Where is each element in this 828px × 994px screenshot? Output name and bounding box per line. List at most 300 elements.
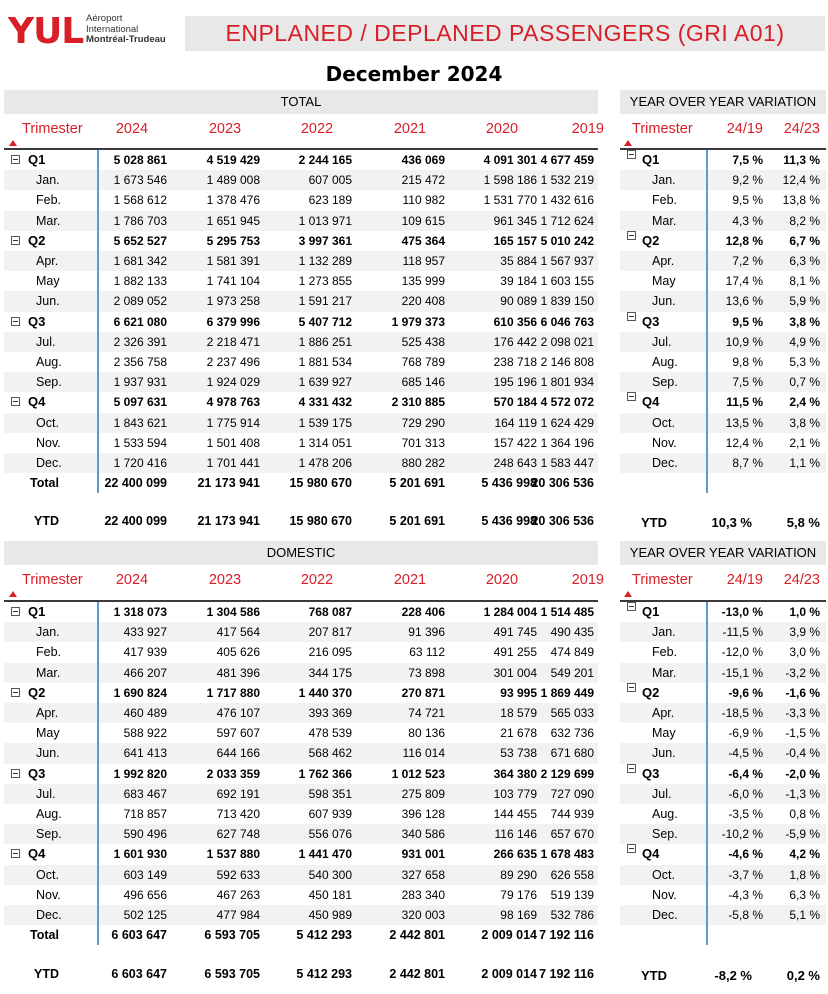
row-label: Q2	[642, 684, 660, 700]
column-divider	[706, 602, 708, 945]
col-header-year[interactable]: 2024	[115, 572, 149, 588]
cell-value: 1 639 927	[298, 375, 352, 390]
table-row	[4, 332, 598, 352]
cell-value: 502 125	[123, 908, 167, 922]
cell-value: 1 741 104	[206, 274, 260, 289]
cell-value: 110 982	[402, 193, 445, 208]
yoy-value: 6,7 %	[789, 233, 820, 248]
cell-value: 266 635	[493, 847, 537, 862]
collapse-icon[interactable]	[627, 602, 636, 611]
cell-value: 603 149	[123, 867, 167, 882]
cell-value: 2 244 165	[298, 153, 352, 167]
sort-indicator-icon	[624, 591, 632, 597]
yoy-value: 6,3 %	[789, 887, 820, 902]
yoy-col-header[interactable]: 24/19	[726, 121, 763, 137]
cell-value: 1 591 217	[298, 294, 352, 309]
cell-value: 768 789	[401, 355, 445, 369]
total-value: 5 412 293	[296, 928, 352, 943]
quarter-row	[4, 312, 598, 332]
yoy-value: 8,7 %	[732, 456, 763, 470]
yoy-col-header[interactable]: 24/23	[783, 121, 820, 137]
cell-value: 1 979 373	[391, 314, 445, 329]
cell-value: 5 028 861	[113, 153, 167, 167]
total-value: 20 306 536	[531, 476, 594, 491]
logo-subtitle	[86, 14, 166, 46]
row-label: May	[36, 726, 60, 741]
yoy-value: -3,2 %	[785, 665, 820, 680]
report-title: ENPLANED / DEPLANED PASSENGERS (GRI A01)	[225, 20, 785, 46]
yoy-value: -6,4 %	[728, 766, 763, 781]
yoy-value: -15,1 %	[721, 665, 763, 680]
collapse-icon[interactable]	[11, 317, 20, 326]
cell-value: 135 999	[401, 274, 445, 289]
cell-value: 1 568 612	[113, 193, 167, 208]
row-label: Jun.	[652, 294, 676, 309]
yoy-value: 2,4 %	[789, 395, 820, 410]
cell-value: 91 396	[408, 625, 445, 640]
yoy-value: 12,8 %	[725, 233, 763, 248]
row-label: Jun.	[652, 746, 676, 761]
logo-line-3: Montréal-Trudeau	[86, 34, 166, 45]
table-row	[4, 453, 598, 473]
cell-value: 1 673 546	[113, 173, 167, 188]
cell-value: 2 310 885	[391, 395, 445, 410]
cell-value: 549 201	[550, 665, 594, 680]
cell-value: 718 857	[123, 807, 167, 821]
cell-value: 417 564	[216, 625, 260, 640]
cell-value: 1 440 370	[298, 685, 352, 700]
yoy-value: -6,0 %	[728, 786, 763, 801]
table-row	[4, 352, 598, 372]
ytd-label: YTD	[34, 514, 59, 528]
cell-value: 1 882 133	[113, 274, 167, 289]
col-header-year[interactable]: 2020	[485, 121, 519, 137]
cell-value: 73 898	[408, 665, 445, 680]
collapse-icon[interactable]	[627, 392, 636, 401]
cell-value: 1 273 855	[298, 274, 352, 289]
cell-value: 5 652 527	[113, 233, 167, 248]
collapse-icon[interactable]	[11, 155, 20, 164]
yoy-value: 5,9 %	[789, 294, 820, 309]
row-label: May	[652, 274, 676, 289]
collapse-icon[interactable]	[627, 683, 636, 692]
yoy-value: 9,2 %	[732, 173, 763, 188]
cell-value: 1 886 251	[298, 334, 352, 349]
col-header-year[interactable]: 2022	[300, 572, 334, 588]
cell-value: 671 680	[550, 746, 594, 761]
ytd-yoy-row	[620, 515, 826, 533]
row-label: Q4	[642, 394, 660, 410]
cell-value: 623 189	[308, 193, 352, 208]
cell-value: 607 005	[308, 173, 352, 188]
collapse-icon[interactable]	[11, 607, 20, 616]
cell-value: 607 939	[308, 807, 352, 821]
cell-value: 4 677 459	[540, 153, 594, 167]
yoy-value: 3,0 %	[789, 645, 820, 660]
cell-value: 144 455	[493, 807, 537, 821]
yoy-quarter-row	[620, 683, 826, 703]
ytd-value: 21 173 941	[197, 514, 260, 528]
cell-value: 4 519 429	[206, 153, 260, 167]
yoy-value: 13,6 %	[725, 294, 763, 309]
yoy-col-header[interactable]: 24/23	[783, 572, 820, 588]
collapse-icon[interactable]	[11, 769, 20, 778]
cell-value: 1 314 051	[298, 435, 352, 450]
ytd-yoy-value: 0,2 %	[786, 968, 820, 983]
ytd-value: 5 412 293	[296, 967, 352, 981]
cell-value: 320 003	[401, 908, 445, 922]
row-label: Dec.	[36, 908, 62, 922]
row-label: Oct.	[36, 415, 59, 430]
cell-value: 1 651 945	[206, 213, 260, 228]
row-label: Q4	[28, 394, 46, 410]
yoy-value: 1,8 %	[789, 867, 820, 882]
cell-value: 491 745	[493, 625, 537, 640]
total-value: 6 593 705	[204, 928, 260, 943]
cell-value: 1 762 366	[298, 766, 352, 781]
cell-value: 1 531 770	[483, 193, 537, 208]
row-label: Apr.	[652, 254, 675, 268]
row-label: Jul.	[652, 334, 672, 349]
cell-value: 1 567 937	[540, 254, 594, 268]
cell-value: 2 098 021	[540, 334, 594, 349]
yoy-row	[620, 352, 826, 372]
cell-value: 496 656	[123, 887, 167, 902]
table-row	[4, 622, 598, 642]
cell-value: 701 313	[401, 435, 445, 450]
cell-value: 1 378 476	[206, 193, 260, 208]
yoy-value: -4,3 %	[728, 887, 763, 902]
quarter-row	[4, 764, 598, 784]
row-label: Aug.	[36, 355, 62, 369]
cell-value: 327 658	[401, 867, 445, 882]
collapse-icon[interactable]	[627, 764, 636, 773]
cell-value: 450 181	[308, 887, 352, 902]
yoy-value: 4,2 %	[789, 847, 820, 862]
cell-value: 5 010 242	[540, 233, 594, 248]
yoy-value: -3,3 %	[785, 706, 820, 720]
yoy-quarter-row	[620, 844, 826, 864]
yoy-value: 4,3 %	[732, 213, 763, 228]
logo: YUL	[8, 11, 84, 52]
row-label: Sep.	[36, 827, 62, 842]
cell-value: 880 282	[401, 456, 445, 470]
yoy-value: 7,5 %	[732, 375, 763, 390]
cell-value: 109 615	[401, 213, 445, 228]
cell-value: 597 607	[216, 726, 260, 741]
row-label: Nov.	[652, 435, 677, 450]
cell-value: 570 184	[493, 395, 537, 410]
cell-value: 713 420	[216, 807, 260, 821]
row-label: Q3	[642, 313, 660, 329]
row-label: Oct.	[36, 867, 59, 882]
cell-value: 4 572 072	[540, 395, 594, 410]
quarter-row	[4, 844, 598, 864]
yoy-quarter-row	[620, 150, 826, 170]
cell-value: 89 290	[500, 867, 537, 882]
cell-value: 228 406	[401, 605, 445, 619]
col-header-trimester[interactable]: Trimester	[22, 572, 83, 588]
col-header-year[interactable]: 2024	[115, 121, 149, 137]
yoy-value: -4,5 %	[728, 746, 763, 761]
yoy-band: YEAR OVER YEAR VARIATION	[620, 90, 826, 114]
cell-value: 692 191	[216, 786, 260, 801]
yoy-row	[620, 784, 826, 804]
cell-value: 1 537 880	[206, 847, 260, 862]
table-row	[4, 251, 598, 271]
yoy-header-trimester[interactable]: Trimester	[632, 572, 693, 588]
cell-value: 590 496	[123, 827, 167, 842]
cell-value: 519 139	[550, 887, 594, 902]
cell-value: 5 097 631	[113, 395, 167, 410]
row-label: Apr.	[652, 706, 675, 720]
cell-value: 1 801 934	[540, 375, 594, 390]
yoy-col-header[interactable]: 24/19	[726, 572, 763, 588]
table-row	[4, 211, 598, 231]
table-row	[4, 663, 598, 683]
table-row	[4, 824, 598, 844]
logo-line-2: International	[86, 23, 139, 35]
cell-value: 53 738	[500, 746, 537, 761]
yoy-row	[620, 905, 826, 925]
yoy-value: 13,8 %	[782, 193, 820, 208]
col-header-year[interactable]: 2022	[300, 121, 334, 137]
ytd-value: 7 192 116	[539, 967, 594, 981]
cell-value: 118 957	[402, 254, 445, 268]
row-label: Sep.	[652, 375, 678, 390]
row-label: Nov.	[36, 435, 61, 450]
col-header-year[interactable]: 2021	[393, 572, 427, 588]
row-label: Q2	[642, 232, 660, 248]
ytd-yoy-value: 10,3 %	[711, 515, 752, 530]
cell-value: 1 532 219	[540, 173, 594, 188]
cell-value: 2 326 391	[113, 334, 167, 349]
cell-value: 627 748	[216, 827, 260, 842]
row-label: Oct.	[652, 867, 675, 882]
yoy-value: 5,3 %	[789, 355, 820, 369]
cell-value: 3 997 361	[298, 233, 352, 248]
cell-value: 556 076	[308, 827, 352, 842]
ytd-row	[4, 967, 598, 985]
cell-value: 1 514 485	[540, 605, 594, 619]
total-row	[4, 925, 598, 945]
yoy-value: 0,7 %	[789, 375, 820, 390]
row-label: Jun.	[36, 294, 60, 309]
yoy-row	[620, 372, 826, 392]
yoy-row	[620, 804, 826, 824]
column-divider	[97, 150, 99, 493]
row-label: Aug.	[652, 807, 678, 821]
yoy-header-trimester[interactable]: Trimester	[632, 121, 693, 137]
cell-value: 1 681 342	[113, 254, 167, 268]
ytd-value: 5 201 691	[389, 514, 445, 528]
cell-value: 588 922	[123, 726, 167, 741]
cell-value: 1 690 824	[113, 685, 167, 700]
ytd-value: 6 593 705	[204, 967, 260, 981]
cell-value: 2 129 699	[540, 766, 594, 781]
cell-value: 433 927	[123, 625, 167, 640]
cell-value: 1 304 586	[206, 605, 260, 619]
row-label: Nov.	[36, 887, 61, 902]
cell-value: 1 786 703	[113, 213, 167, 228]
cell-value: 1 843 621	[113, 415, 167, 430]
row-label: Oct.	[652, 415, 675, 430]
ytd-value: 2 442 801	[389, 967, 445, 981]
logo-line-1: Aéroport	[86, 13, 123, 24]
table-row	[4, 885, 598, 905]
cell-value: 1 712 624	[540, 213, 594, 228]
ytd-yoy-row	[620, 968, 826, 986]
cell-value: 1 533 594	[113, 435, 167, 450]
cell-value: 1 720 416	[113, 456, 167, 470]
cell-value: 238 718	[493, 355, 537, 369]
row-label: Jan.	[36, 625, 60, 640]
yoy-value: -13,0 %	[721, 605, 763, 619]
yoy-value: -1,6 %	[785, 685, 820, 700]
yoy-value: 6,3 %	[789, 254, 820, 268]
quarter-row	[4, 683, 598, 703]
cell-value: 1 624 429	[540, 415, 594, 430]
table-row	[4, 642, 598, 662]
quarter-row	[4, 231, 598, 251]
cell-value: 1 601 930	[113, 847, 167, 862]
yoy-row	[620, 291, 826, 311]
yoy-value: 9,5 %	[732, 314, 763, 329]
column-divider	[97, 602, 99, 945]
cell-value: 165 157	[493, 233, 537, 248]
cell-value: 2 089 052	[113, 294, 167, 309]
cell-value: 1 318 073	[113, 605, 167, 619]
cell-value: 532 786	[550, 908, 594, 922]
collapse-icon[interactable]	[627, 150, 636, 159]
collapse-icon[interactable]	[627, 844, 636, 853]
row-label: Feb.	[36, 193, 62, 208]
row-label: Q2	[28, 232, 46, 248]
cell-value: 98 169	[500, 908, 537, 922]
cell-value: 340 586	[401, 827, 445, 842]
cell-value: 1 775 914	[206, 415, 260, 430]
cell-value: 79 176	[500, 887, 537, 902]
cell-value: 1 581 391	[206, 254, 260, 268]
yoy-quarter-row	[620, 231, 826, 251]
yoy-row	[620, 271, 826, 291]
col-header-year[interactable]: 2023	[208, 121, 242, 137]
yoy-value: 9,5 %	[732, 193, 763, 208]
ytd-value: 15 980 670	[289, 514, 352, 528]
ytd-value: 6 603 647	[111, 967, 167, 981]
cell-value: 491 255	[493, 645, 537, 660]
yoy-value: 3,9 %	[789, 625, 820, 640]
cell-value: 644 166	[216, 746, 260, 761]
row-label: Dec.	[652, 456, 678, 470]
cell-value: 103 779	[493, 786, 537, 801]
yoy-row	[620, 332, 826, 352]
col-header-year[interactable]: 2019	[571, 572, 604, 588]
yoy-value: 10,9 %	[725, 334, 763, 349]
cell-value: 565 033	[550, 706, 594, 720]
ytd-label: YTD	[641, 515, 667, 530]
yoy-value: -2,0 %	[785, 766, 820, 781]
ytd-label: YTD	[34, 967, 59, 981]
col-header-year[interactable]: 2021	[393, 121, 427, 137]
yoy-value: -3,7 %	[728, 867, 763, 882]
total-value: 7 192 116	[539, 928, 594, 943]
yoy-row	[620, 453, 826, 473]
table-row	[4, 433, 598, 453]
ytd-yoy-value: 5,8 %	[786, 515, 820, 530]
yoy-row	[620, 433, 826, 453]
col-header-year[interactable]: 2019	[571, 121, 604, 137]
col-header-trimester[interactable]: Trimester	[22, 121, 83, 137]
yoy-value: 11,3 %	[783, 153, 820, 167]
yoy-quarter-row	[620, 764, 826, 784]
cell-value: 961 345	[493, 213, 537, 228]
cell-value: 396 128	[401, 807, 445, 821]
table-row	[4, 804, 598, 824]
cell-value: 2 146 808	[540, 355, 594, 369]
yoy-value: 12,4 %	[782, 173, 820, 188]
cell-value: 18 579	[500, 706, 537, 720]
cell-value: 1 364 196	[540, 435, 594, 450]
cell-value: 436 069	[401, 153, 445, 167]
ytd-value: 2 009 014	[481, 967, 537, 981]
sort-indicator-icon	[9, 591, 17, 597]
total-value: 2 442 801	[389, 928, 445, 943]
cell-value: 1 012 523	[391, 766, 445, 781]
collapse-icon[interactable]	[11, 397, 20, 406]
row-label: Jul.	[652, 786, 672, 801]
ytd-label: YTD	[641, 968, 667, 983]
cell-value: 632 736	[550, 726, 594, 741]
table-row	[4, 271, 598, 291]
collapse-icon[interactable]	[11, 688, 20, 697]
yoy-value: -6,9 %	[728, 726, 763, 741]
cell-value: 1 603 155	[540, 274, 594, 289]
row-label: Dec.	[36, 456, 62, 470]
cell-value: 466 207	[123, 665, 167, 680]
collapse-icon[interactable]	[627, 312, 636, 321]
yoy-value: 3,8 %	[789, 415, 820, 430]
yoy-row	[620, 642, 826, 662]
report-period: December 2024	[325, 62, 503, 86]
cell-value: 657 670	[550, 827, 594, 842]
row-label: May	[36, 274, 60, 289]
yoy-value: -3,5 %	[728, 807, 763, 821]
sort-indicator-icon	[9, 140, 17, 146]
row-label: Q3	[28, 765, 46, 781]
collapse-icon[interactable]	[627, 231, 636, 240]
collapse-icon[interactable]	[11, 236, 20, 245]
total-value: 2 009 014	[481, 928, 537, 943]
yoy-row	[620, 170, 826, 190]
row-label: Nov.	[652, 887, 677, 902]
cell-value: 90 089	[500, 294, 537, 309]
cell-value: 393 369	[308, 706, 352, 720]
collapse-icon[interactable]	[11, 849, 20, 858]
yoy-row	[620, 824, 826, 844]
row-label: May	[652, 726, 676, 741]
row-label: Q1	[28, 152, 46, 167]
col-header-year[interactable]: 2023	[208, 572, 242, 588]
yoy-value: 3,8 %	[789, 314, 820, 329]
yoy-value: 8,1 %	[789, 274, 820, 289]
cell-value: 207 817	[308, 625, 352, 640]
col-header-year[interactable]: 2020	[485, 572, 519, 588]
yoy-row	[620, 723, 826, 743]
yoy-row	[620, 622, 826, 642]
yoy-quarter-row	[620, 602, 826, 622]
cell-value: 476 107	[216, 706, 260, 720]
